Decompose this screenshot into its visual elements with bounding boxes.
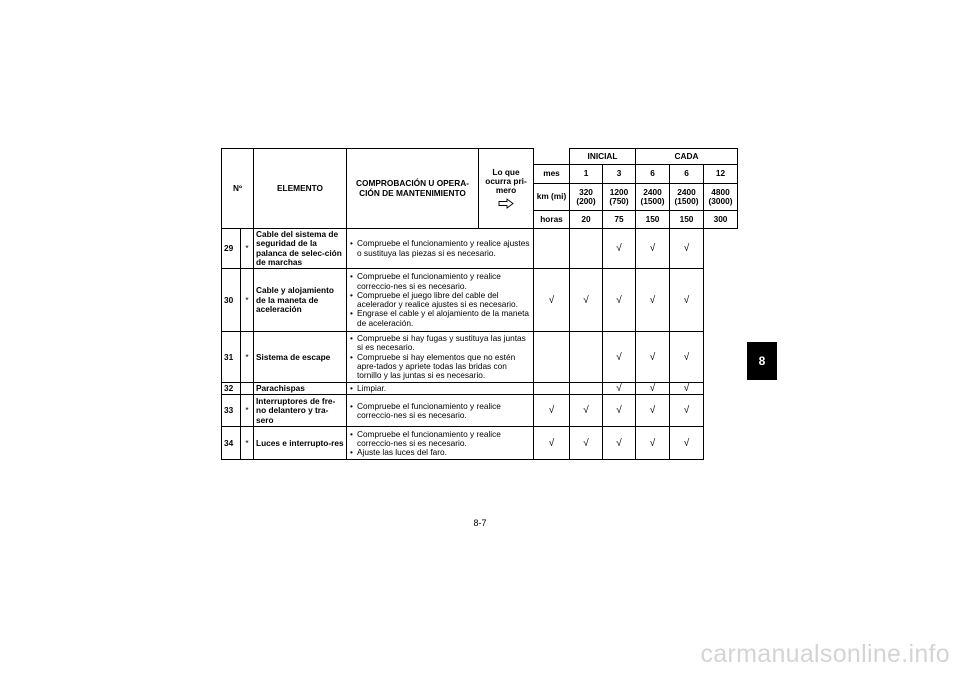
action-list: [349, 384, 531, 393]
interval-check-cell: [570, 395, 603, 427]
action-list: [349, 239, 531, 258]
row-number: 29: [222, 229, 241, 269]
row-asterisk: *: [241, 395, 254, 427]
table-row: [222, 269, 738, 332]
interval-check-cell: [636, 427, 670, 460]
interval-check-cell: [636, 395, 670, 427]
header-sub-value: 2400 (1500): [670, 184, 704, 211]
header-sub-value: 20: [570, 211, 603, 229]
check-mark: √: [616, 383, 622, 395]
action-item: • Compruebe el juego libre del cable del acelerador y realice ajustes si es necesario.: [349, 291, 531, 310]
row-actions: [347, 269, 534, 332]
section-tab: 8: [747, 342, 777, 380]
row-actions: [347, 427, 534, 460]
check-mark: √: [649, 294, 656, 306]
header-initial: INICIAL: [570, 149, 636, 165]
row-actions: [347, 229, 534, 269]
row-element: Sistema de escape: [254, 332, 347, 383]
check-mark: √: [683, 294, 690, 306]
row-actions: [347, 395, 534, 427]
table-row: [222, 427, 738, 460]
interval-check-cell: [670, 383, 704, 395]
header-sub-value: 320 (200): [570, 184, 603, 211]
table-row: [222, 332, 738, 383]
row-number: 33: [222, 395, 241, 427]
interval-check-cell: [570, 427, 603, 460]
interval-check-cell: [670, 395, 704, 427]
row-element: Parachispas: [254, 383, 347, 395]
interval-check-cell: [534, 427, 570, 460]
interval-check-cell: [603, 395, 636, 427]
check-mark: √: [616, 351, 622, 363]
arrow-right-icon: [498, 198, 514, 209]
row-number: 30: [222, 269, 241, 332]
action-item: • Ajuste las luces del faro.: [349, 448, 531, 457]
interval-check-cell: [670, 269, 704, 332]
action-item: • Compruebe si hay elementos que no estén apre-tados y apriete todas las bridas con tornillo y las juntas si es necesario.: [349, 353, 531, 381]
table-body: [222, 149, 738, 460]
header-sub-value: 150: [670, 211, 704, 229]
watermark: carmanualsonline.info: [700, 640, 950, 668]
check-mark: √: [649, 437, 656, 449]
header-corner: [534, 149, 570, 165]
action-item: • Compruebe el funcionamiento y realice correccio-nes si es necesario.: [349, 272, 531, 291]
header-sub-value: 6: [670, 165, 704, 184]
row-asterisk: *: [241, 427, 254, 460]
action-list: [349, 272, 531, 328]
interval-check-cell: [636, 269, 670, 332]
check-mark: √: [649, 351, 656, 363]
check-mark: √: [616, 242, 622, 254]
action-item: • Compruebe si hay fugas y sustituya las juntas si es necesario.: [349, 334, 531, 353]
row-asterisk: *: [241, 269, 254, 332]
header-sub-label: km (mi): [534, 184, 570, 211]
header-sub-value: 6: [636, 165, 670, 184]
interval-check-cell: [534, 395, 570, 427]
interval-check-cell: [670, 427, 704, 460]
interval-check-cell: [534, 332, 570, 383]
interval-check-cell: [570, 229, 603, 269]
header-first: [479, 149, 534, 229]
check-mark: √: [616, 405, 622, 417]
check-mark: √: [683, 437, 690, 449]
check-mark: √: [583, 294, 589, 306]
interval-check-cell: [570, 269, 603, 332]
action-item: • Compruebe el funcionamiento y realice correccio-nes si es necesario.: [349, 402, 531, 421]
header-sub-value: 2400 (1500): [636, 184, 670, 211]
header-sub-value: 3: [603, 165, 636, 184]
action-item: • Compruebe el funcionamiento y realice correccio-nes si es necesario.: [349, 430, 531, 449]
header-sub-value: 75: [603, 211, 636, 229]
check-mark: √: [583, 437, 589, 449]
row-number: 34: [222, 427, 241, 460]
row-element: Cable y alojamiento de la maneta de aceleración: [254, 269, 347, 332]
row-element: Interruptores de fre-no delantero y tra-sero: [254, 395, 347, 427]
table-row: [222, 229, 738, 269]
header-sub-value: 150: [636, 211, 670, 229]
table-row: [222, 395, 738, 427]
interval-check-cell: [603, 229, 636, 269]
row-element: Cable del sistema de seguridad de la palanca de selec-ción de marchas: [254, 229, 347, 269]
header-sub-value: 12: [704, 165, 738, 184]
header-sub-value: 1200 (750): [603, 184, 636, 211]
row-asterisk: *: [241, 229, 254, 269]
header-no: Nº: [222, 149, 254, 229]
interval-check-cell: [603, 427, 636, 460]
row-element: Luces e interrupto-res: [254, 427, 347, 460]
check-mark: √: [616, 437, 622, 449]
row-actions: [347, 332, 534, 383]
row-asterisk: [241, 383, 254, 395]
check-mark: √: [649, 383, 656, 395]
row-number: 32: [222, 383, 241, 395]
interval-check-cell: [670, 332, 704, 383]
action-list: [349, 430, 531, 458]
interval-check-cell: [636, 229, 670, 269]
check-mark: √: [583, 405, 589, 417]
check-mark: √: [683, 351, 690, 363]
check-mark: √: [649, 242, 656, 254]
interval-check-cell: [603, 383, 636, 395]
header-element: ELEMENTO: [254, 149, 347, 229]
action-item: • Limpiar.: [349, 384, 531, 393]
action-list: [349, 334, 531, 380]
page-number: 8-7: [473, 518, 487, 528]
header-first-label: Lo que ocurra pri-mero: [485, 166, 527, 196]
check-mark: √: [548, 294, 555, 306]
header-sub-value: 300: [704, 211, 738, 229]
row-number: 31: [222, 332, 241, 383]
interval-check-cell: [534, 269, 570, 332]
interval-check-cell: [603, 332, 636, 383]
check-mark: √: [683, 242, 690, 254]
action-item: • Compruebe el funcionamiento y realice ajustes o sustituya las piezas si es necesario.: [349, 239, 531, 258]
check-mark: √: [683, 405, 690, 417]
check-mark: √: [548, 437, 555, 449]
check-mark: √: [616, 294, 622, 306]
header-sub-value: 4800 (3000): [704, 184, 738, 211]
header-every: CADA: [636, 149, 738, 165]
header-sub-label: mes: [534, 165, 570, 184]
interval-check-cell: [570, 383, 603, 395]
interval-check-cell: [534, 229, 570, 269]
header-sub-value: 1: [570, 165, 603, 184]
check-mark: √: [548, 405, 555, 417]
interval-check-cell: [636, 332, 670, 383]
row-actions: [347, 383, 534, 395]
maintenance-table: [221, 148, 738, 460]
interval-check-cell: [603, 269, 636, 332]
check-mark: √: [683, 383, 690, 395]
action-item: • Engrase el cable y el alojamiento de la maneta de aceleración.: [349, 309, 531, 328]
interval-check-cell: [670, 229, 704, 269]
interval-check-cell: [534, 383, 570, 395]
interval-check-cell: [570, 332, 603, 383]
row-asterisk: *: [241, 332, 254, 383]
table-row: [222, 383, 738, 395]
action-list: [349, 402, 531, 421]
header-sub-label: horas: [534, 211, 570, 229]
check-mark: √: [649, 405, 656, 417]
interval-check-cell: [636, 383, 670, 395]
header-check: COMPROBACIÓN U OPERA-CIÓN DE MANTENIMIENTO: [347, 149, 479, 229]
